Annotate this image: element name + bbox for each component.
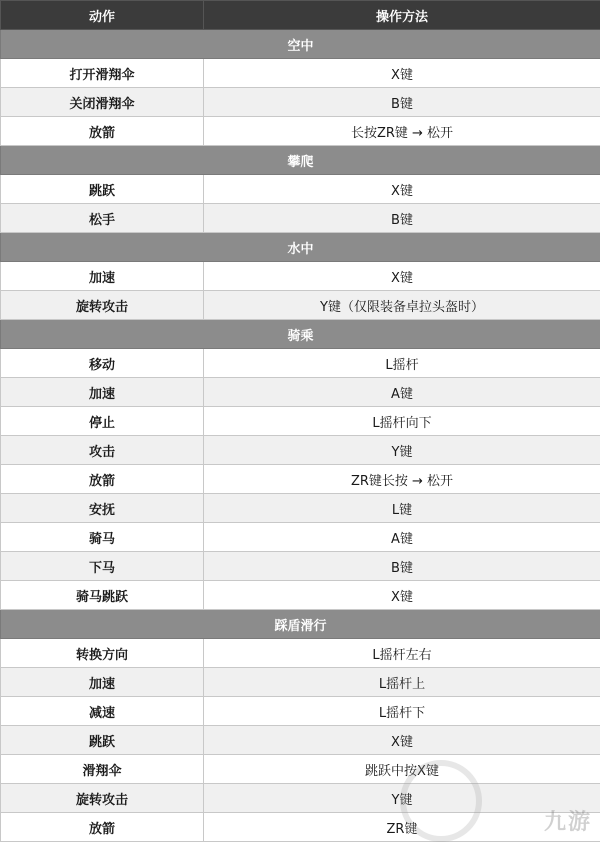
method-cell: L摇杆 (204, 349, 600, 378)
method-cell: Y键 (204, 784, 600, 813)
table-row (1, 552, 600, 581)
table-row (1, 59, 600, 88)
table-row (1, 436, 600, 465)
action-cell: 放箭 (1, 117, 204, 146)
section-title: 攀爬 (1, 146, 600, 175)
action-cell: 移动 (1, 349, 204, 378)
action-cell: 下马 (1, 552, 204, 581)
action-cell: 减速 (1, 697, 204, 726)
section-header (1, 320, 600, 349)
table-row (1, 262, 600, 291)
action-cell: 加速 (1, 378, 204, 407)
table-row (1, 204, 600, 233)
method-cell: X键 (204, 726, 600, 755)
section-title: 水中 (1, 233, 600, 262)
method-cell: A键 (204, 378, 600, 407)
action-cell: 放箭 (1, 465, 204, 494)
method-cell: ZR键长按 → 松开 (204, 465, 600, 494)
method-cell: 长按ZR键 → 松开 (204, 117, 600, 146)
method-cell: X键 (204, 581, 600, 610)
method-cell: L摇杆下 (204, 697, 600, 726)
action-cell: 安抚 (1, 494, 204, 523)
table-row (1, 117, 600, 146)
method-cell: X键 (204, 59, 600, 88)
method-cell: L键 (204, 494, 600, 523)
header-action: 动作 (1, 1, 204, 30)
method-cell: Y键 (204, 436, 600, 465)
section-header (1, 146, 600, 175)
table-row (1, 813, 600, 842)
table-row (1, 639, 600, 668)
method-cell: L摇杆上 (204, 668, 600, 697)
table-row (1, 291, 600, 320)
action-cell: 转换方向 (1, 639, 204, 668)
table-row (1, 349, 600, 378)
section-title: 踩盾滑行 (1, 610, 600, 639)
table-row (1, 494, 600, 523)
table-row (1, 726, 600, 755)
table-row (1, 523, 600, 552)
method-cell: 跳跃中按X键 (204, 755, 600, 784)
table-header-row (1, 1, 600, 30)
action-cell: 旋转攻击 (1, 291, 204, 320)
action-cell: 打开滑翔伞 (1, 59, 204, 88)
action-cell: 骑马跳跃 (1, 581, 204, 610)
method-cell: A键 (204, 523, 600, 552)
watermark: 九游 (543, 810, 592, 835)
method-cell: X键 (204, 175, 600, 204)
method-cell: B键 (204, 204, 600, 233)
action-cell: 跳跃 (1, 175, 204, 204)
action-cell: 旋转攻击 (1, 784, 204, 813)
table-row (1, 668, 600, 697)
method-cell: Y键（仅限装备卓拉头盔时） (204, 291, 600, 320)
method-cell: X键 (204, 262, 600, 291)
section-title: 骑乘 (1, 320, 600, 349)
section-title: 空中 (1, 30, 600, 59)
section-header (1, 233, 600, 262)
table-row (1, 175, 600, 204)
table-row (1, 465, 600, 494)
table-row (1, 88, 600, 117)
method-cell: L摇杆左右 (204, 639, 600, 668)
action-cell: 关闭滑翔伞 (1, 88, 204, 117)
action-cell: 放箭 (1, 813, 204, 842)
table-row (1, 378, 600, 407)
method-cell: B键 (204, 88, 600, 117)
action-cell: 停止 (1, 407, 204, 436)
section-header (1, 30, 600, 59)
table-row (1, 784, 600, 813)
watermark-logo-icon (400, 760, 482, 842)
table-row (1, 581, 600, 610)
method-cell: L摇杆向下 (204, 407, 600, 436)
method-cell: B键 (204, 552, 600, 581)
action-cell: 加速 (1, 668, 204, 697)
action-cell: 跳跃 (1, 726, 204, 755)
action-cell: 攻击 (1, 436, 204, 465)
action-cell: 加速 (1, 262, 204, 291)
action-cell: 骑马 (1, 523, 204, 552)
section-header (1, 610, 600, 639)
action-cell: 滑翔伞 (1, 755, 204, 784)
table-row (1, 697, 600, 726)
action-cell: 松手 (1, 204, 204, 233)
method-cell: ZR键 (204, 813, 600, 842)
table-row (1, 755, 600, 784)
table-row (1, 407, 600, 436)
header-method: 操作方法 (204, 1, 600, 30)
table-body (1, 30, 600, 842)
